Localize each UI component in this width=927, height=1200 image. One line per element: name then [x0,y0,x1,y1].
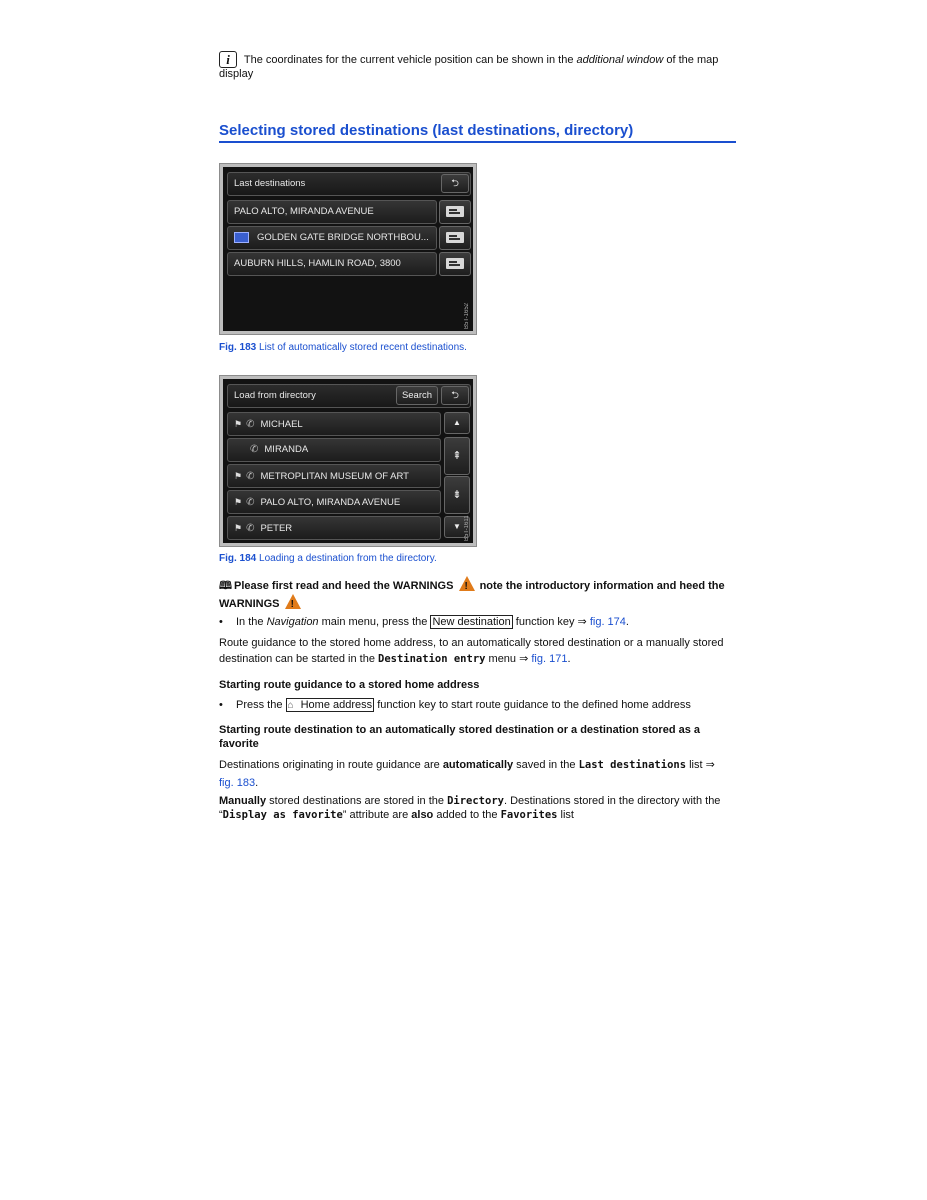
figure-code: B5T-1611 [464,515,470,541]
key-label: Home address [300,699,373,711]
caption-text: Loading a destination from the directory. [256,553,437,564]
bullet-text: function key ⇒ [512,616,590,628]
bullet-text: main menu, press the [318,616,431,628]
para-text: Route guidance to the stored home address, to an automatically stored destination or a manually stored destination can be started in the [219,637,724,665]
bullet-dot: • [219,616,223,628]
flag-icon: ⚑ [234,419,243,429]
directory-label: MIRANDA [264,444,309,455]
book-icon: 🕮 [219,580,232,592]
note-text-2: of the map display [219,54,719,80]
new-destination-key: New destination [432,616,511,628]
figure-caption-184 [219,553,437,564]
para-text: list [557,809,574,821]
para-text: ” attribute are [342,809,412,821]
list-name: Last destinations [578,759,687,771]
warnings-text-1: Please first read and heed the WARNINGS [233,580,454,592]
caption-number: Fig. 184 [219,553,257,564]
para-text: Destinations originating in route guidance are [219,759,443,771]
scroll-down-button[interactable]: ▼ [444,516,470,538]
list-name: Directory [447,795,504,807]
para-text: . [567,653,571,665]
page-down-button[interactable]: ⇟ [444,476,470,514]
figure-caption-183 [219,342,467,353]
para-text: . Destinations stored in the directory with the “ [219,795,721,821]
details-button[interactable] [439,226,471,250]
back-button[interactable] [441,174,469,193]
back-arrow-icon: ⮌ [451,178,459,189]
paragraph [219,635,729,667]
warning-icon: ! [285,594,301,609]
para-text: added to the [433,809,501,821]
back-arrow-icon: ⮌ [451,390,459,401]
para-text: saved in the [513,759,579,771]
directory-screen [219,375,477,547]
para-bold: Manually [219,795,267,807]
menu-name: Destination entry [378,653,486,665]
destination-item[interactable] [227,226,437,250]
caption-number: Fig. 183 [219,342,257,353]
bullet-text: In the [236,616,267,628]
paragraph [219,756,729,792]
bullet-text: Press the [236,699,286,711]
fig-174-link[interactable]: fig. 174 [589,616,626,628]
page-up-button[interactable]: ⇞ [444,437,470,475]
flag-icon: ⚑ [234,497,243,507]
screen-title-bar [227,172,471,196]
para-bold: also [411,809,434,821]
bullet-text: function key to start route guidance to the defined home address [374,699,691,711]
directory-item[interactable] [227,438,441,462]
subheading: Starting route destination to an automatically stored destination or a destination stored as a favorite [219,724,701,750]
warnings-text-2: note the introductory information and heed the WARNINGS [219,580,725,610]
phone-icon: ✆ [246,497,255,508]
note-text-1: The coordinates for the current vehicle position can be shown in the [241,54,577,66]
info-note [219,51,719,81]
instruction-bullet [219,614,729,630]
directory-item[interactable] [227,464,441,488]
directory-item[interactable] [227,412,441,436]
bullet-italic: Navigation [266,616,319,628]
instruction-bullet [219,697,729,714]
screen-title: Load from directory [234,390,316,401]
home-icon: ⌂ [287,700,294,711]
warnings-notice [219,576,729,612]
fig-183-link[interactable]: fig. 183 [219,777,256,789]
screen-title: Last destinations [234,178,306,189]
fig-171-link[interactable]: fig. 171 [531,653,568,665]
home-address-key [286,698,375,712]
directory-item[interactable] [227,516,441,540]
figure-code: B5T-1652 [464,302,470,329]
paragraph [219,794,729,822]
subheading: Starting route guidance to a stored home address [219,679,480,691]
phone-icon: ✆ [246,419,255,430]
last-destinations-screen [219,163,477,335]
flag-icon: ⚑ [234,471,243,481]
list-name: Favorites [500,809,558,821]
details-button[interactable] [439,252,471,276]
destination-label: AUBURN HILLS, HAMLIN ROAD, 3800 [234,258,401,269]
directory-label: PETER [260,523,293,534]
phone-icon: ✆ [246,523,255,534]
phone-icon: ✆ [250,444,259,455]
para-text: menu ⇒ [485,653,532,665]
attribute-name: Display as favorite [222,809,343,821]
info-icon: i [219,51,237,68]
details-card-icon [446,258,464,269]
poi-icon [234,232,249,243]
para-bold: automatically [442,759,514,771]
flag-icon: ⚑ [234,523,243,533]
destination-item[interactable] [227,200,437,224]
search-button[interactable]: Search [396,386,438,405]
note-italic: additional window [576,54,664,66]
destination-item[interactable] [227,252,437,276]
directory-label: MICHAEL [260,419,303,430]
back-button[interactable] [441,386,469,405]
warning-icon: ! [459,576,475,591]
directory-label: METROPLITAN MUSEUM OF ART [260,471,409,482]
directory-item[interactable] [227,490,441,514]
para-text: stored destinations are stored in the [266,795,448,807]
details-button[interactable] [439,200,471,224]
bullet-dot: • [219,699,223,711]
destination-label: GOLDEN GATE BRIDGE NORTHBOU... [257,232,429,243]
scroll-up-button[interactable]: ▲ [444,412,470,434]
details-card-icon [446,206,464,217]
para-text: list ⇒ [686,759,715,771]
caption-text: List of automatically stored recent destinations. [256,342,467,353]
section-heading: Selecting stored destinations (last destinations, directory) [219,122,736,143]
directory-label: PALO ALTO, MIRANDA AVENUE [260,497,401,508]
destination-label: PALO ALTO, MIRANDA AVENUE [234,206,374,217]
para-text: . [255,777,259,789]
phone-icon: ✆ [246,471,255,482]
details-card-icon [446,232,464,243]
bullet-text: . [625,616,629,628]
